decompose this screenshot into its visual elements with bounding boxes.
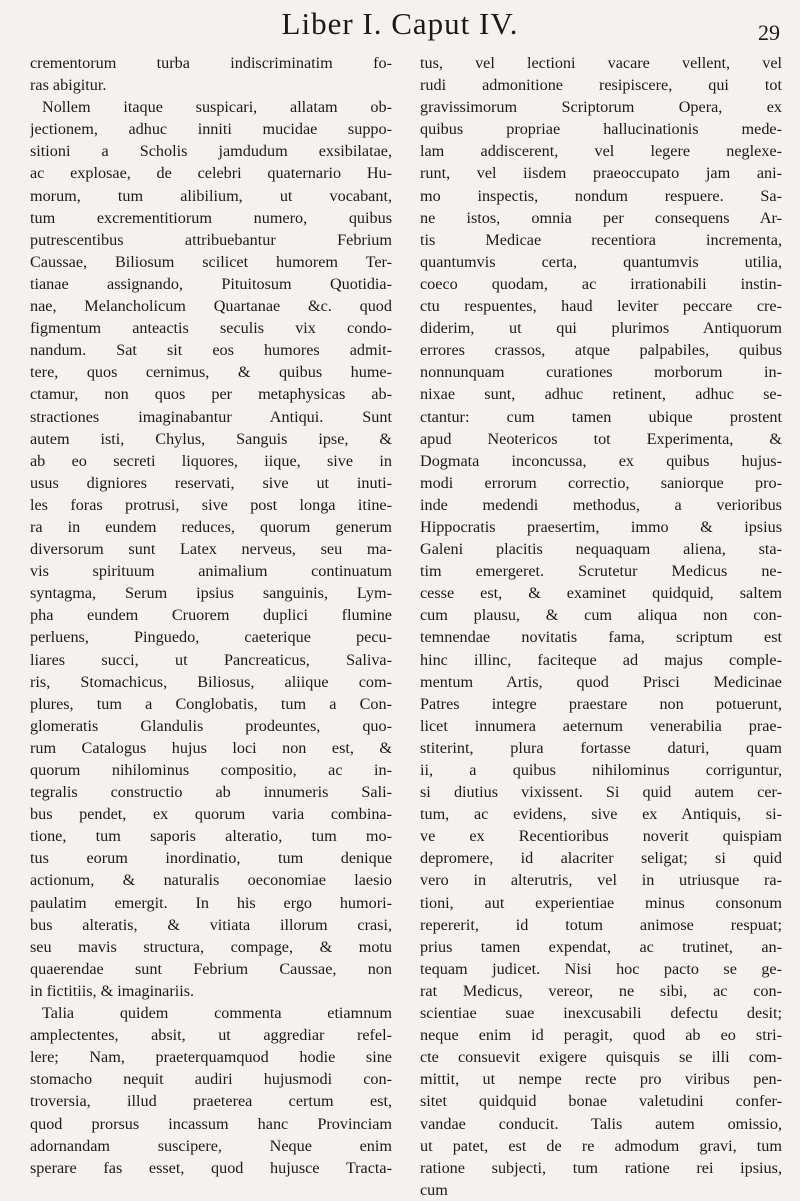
text-line: hinc illinc, faciteque ad majus comple- — [420, 650, 782, 669]
text-line: perluens, Pinguedo, caeterique pecu- — [30, 628, 392, 647]
text-line: cum — [420, 1180, 448, 1199]
text-line: scientiae suae inexcusabili defectu desit; — [420, 1004, 782, 1023]
text-line: tim emergeret. Scrutetur Medicus ne- — [420, 562, 782, 581]
text-line: ris, Stomachicus, Biliosus, aliique com- — [30, 672, 392, 691]
text-columns — [30, 52, 782, 1201]
text-line: Talia quidem commenta etiamnum — [42, 1004, 392, 1023]
text-line: diversorum sunt Latex nerveus, seu ma- — [30, 540, 392, 559]
left-column — [30, 52, 392, 1201]
text-line: tus eorum inordinatio, tum denique — [30, 849, 392, 868]
text-line: repererit, id totum animose respuat; — [420, 915, 782, 934]
text-line: stomacho nequit audiri hujusmodi con- — [30, 1070, 392, 1089]
text-line: sitet quidquid bonae valetudini confer- — [420, 1092, 782, 1111]
text-line: glomeratis Glandulis prodeuntes, quo- — [30, 716, 392, 735]
text-line: rum Catalogus hujus loci non est, & — [30, 738, 392, 757]
text-line: nandum. Sat sit eos humores admit- — [30, 341, 392, 360]
text-line: ut patet, est de re admodum gravi, tum — [420, 1136, 782, 1155]
text-line: lere; Nam, praeterquamquod hodie sine — [30, 1048, 392, 1067]
text-line: ctamur, non quos per metaphysicas ab- — [30, 385, 392, 404]
text-line: Galeni placitis nequaquam aliena, sta- — [420, 540, 782, 559]
text-line: adornandam suscipere, Neque enim — [30, 1136, 392, 1155]
text-line: putrescentibus attribuebantur Febrium — [30, 230, 392, 249]
text-line: bus pendet, ex quorum varia combina- — [30, 805, 392, 824]
text-line: diderim, ut qui plurimos Antiquorum — [420, 319, 782, 338]
text-line: crementorum turba indiscriminatim fo- — [30, 54, 392, 72]
text-line: si diutius vixissent. Si quid autem cer- — [420, 783, 782, 802]
text-line: nonnunquam curationes morborum in- — [420, 363, 782, 382]
text-line: figmentum anteactis seculis vix condo- — [30, 319, 392, 338]
text-line: vero in alterutris, vel in utriusque ra- — [420, 871, 782, 890]
text-line: troversia, illud praeterea certum est, — [30, 1092, 392, 1111]
text-line: paulatim emergit. In his ergo humori- — [30, 893, 392, 912]
text-line: tum, ac evidens, sive ex Antiquis, si- — [420, 805, 782, 824]
text-line: prius tamen expendat, ac trutinet, an- — [420, 937, 782, 956]
page-number: 29 — [758, 20, 780, 45]
text-line: pha eundem Cruorem duplici flumine — [30, 606, 392, 625]
text-line: liares succi, ut Pancreaticus, Saliva- — [30, 650, 392, 669]
text-line: ratione subjecti, tum ratione rei ipsius, — [420, 1158, 782, 1177]
text-line: quibus propriae hallucinationis mede- — [420, 120, 782, 139]
text-line: Dogmata inconcussa, ex quibus hujus- — [420, 451, 782, 470]
text-line: Caussae, Biliosum scilicet humorem Ter- — [30, 252, 392, 271]
text-line: errores crassos, atque palpabiles, quibus — [420, 341, 782, 360]
text-line: apud Neotericos tot Experimenta, & — [420, 429, 782, 448]
text-line: tis Medicae recentiora incrementa, — [420, 230, 782, 249]
text-line: nixae sunt, adhuc retinent, adhuc se- — [420, 385, 782, 404]
text-line: cte consuevit exigere quisquis se illi com- — [420, 1048, 782, 1067]
text-line: depromere, id alacriter seligat; si quid — [420, 849, 782, 868]
text-line: usus digniores reservati, sive ut inuti- — [30, 473, 392, 492]
text-line: stiterint, plura fortasse daturi, quam — [420, 738, 782, 757]
text-line: quantumvis certa, quantumvis utilia, — [420, 252, 782, 271]
text-line: stractiones imaginabantur Antiqui. Sunt — [30, 407, 392, 426]
text-line: ra in eundem reduces, quorum generum — [30, 517, 392, 536]
text-line: tione, tum saporis alteratio, tum mo- — [30, 827, 392, 846]
text-line: mentum Artis, quod Prisci Medicinae — [420, 672, 782, 691]
text-line: licet innumera aeternum venerabilia prae- — [420, 716, 782, 735]
text-line: tegralis constructio ab innumeris Sali- — [30, 783, 392, 802]
text-line: coeco quodam, ac irrationabili instin- — [420, 274, 782, 293]
text-line: syntagma, Serum ipsius sanguinis, Lym- — [30, 584, 392, 603]
text-line: mittit, ut nempe recte pro viribus pen- — [420, 1070, 782, 1089]
text-line: ctu respuentes, haud leviter peccare cre- — [420, 297, 782, 316]
text-line: temnendae novitatis fama, scriptum est — [420, 628, 782, 647]
text-line: tus, vel lectioni vacare vellent, vel — [420, 54, 782, 72]
text-line: actionum, & naturalis oeconomiae laesio — [30, 871, 392, 890]
running-head — [0, 6, 800, 50]
text-line: tioni, aut experientiae minus consonum — [420, 893, 782, 912]
text-line: ii, a quibus nihilominus corriguntur, — [420, 761, 782, 779]
text-line: rudi admonitione resipiscere, qui tot — [420, 76, 782, 95]
text-line: sitioni a Scholis jamdudum exsibilatae, — [30, 142, 392, 161]
text-line: plures, tum a Conglobatis, tum a Con- — [30, 694, 392, 713]
text-line: ac explosae, de celebri quaternario Hu- — [30, 164, 392, 183]
text-line: rat Medicus, vereor, ne sibi, ac con- — [420, 981, 782, 1000]
text-line: runt, vel iisdem praeoccupato jam ani- — [420, 164, 782, 183]
right-column — [420, 52, 782, 1201]
text-line: mo inspectis, nondum respuere. Sa- — [420, 186, 782, 205]
text-line: Patres integre praestare non potuerunt, — [420, 694, 782, 713]
text-line: quorum nihilominus compositio, ac in- — [30, 761, 392, 779]
text-line: nae, Melancholicum Quartanae &c. quod — [30, 297, 392, 316]
text-line: seu mavis structura, compage, & motu — [30, 937, 392, 956]
text-line: autem isti, Chylus, Sanguis ipse, & — [30, 429, 392, 448]
text-line: jectionem, adhuc inniti mucidae suppo- — [30, 120, 392, 139]
text-line: inde medendi methodus, a verioribus — [420, 495, 782, 514]
text-line: vis spirituum animalium continuatum — [30, 562, 392, 581]
text-line: amplectentes, absit, ut aggrediar refel- — [30, 1026, 392, 1045]
text-line: neque enim id peragit, quod ab eo stri- — [420, 1026, 782, 1045]
text-line: ne istos, omnia per consequens Ar- — [420, 208, 782, 227]
text-line: tianae assignando, Pituitosum Quotidia- — [30, 274, 392, 293]
text-line: cesse est, & examinet quidquid, saltem — [420, 584, 782, 603]
text-line: Nollem itaque suspicari, allatam ob- — [42, 98, 392, 117]
text-line: tere, quos cernimus, & quibus hume- — [30, 363, 392, 382]
running-title: Liber I. Caput IV. — [281, 6, 519, 41]
text-line: ctantur: cum tamen ubique prostent — [420, 407, 782, 426]
text-line: vandae conducit. Talis autem omissio, — [420, 1114, 782, 1133]
text-line: lam addiscerent, vel legere neglexe- — [420, 142, 782, 161]
text-line: cum plausu, & cum aliqua non con- — [420, 606, 782, 625]
text-line: ve ex Recentioribus noverit quispiam — [420, 827, 782, 846]
text-line: les foras protrusi, sive post longa itine- — [30, 495, 392, 514]
text-line: Hippocratis praesertim, immo & ipsius — [420, 517, 782, 536]
text-line: ab eo secreti liquores, iique, sive in — [30, 451, 392, 470]
text-line: quod prorsus incassum hanc Provinciam — [30, 1114, 392, 1133]
text-line: quaerendae sunt Febrium Caussae, non — [30, 959, 392, 978]
text-line: tequam judicet. Nisi hoc pacto se ge- — [420, 959, 782, 978]
text-line: modi errorum correctio, saniorque pro- — [420, 473, 782, 492]
text-line: sperare fas esset, quod hujusce Tracta- — [30, 1158, 392, 1177]
text-line: tum excrementitiorum numero, quibus — [30, 208, 392, 227]
text-line: morum, tum alibilium, ut vocabant, — [30, 186, 392, 205]
text-line: bus alteratis, & vitiata illorum crasi, — [30, 915, 392, 934]
text-line: gravissimorum Scriptorum Opera, ex — [420, 98, 782, 117]
text-line: ras abigitur. — [30, 76, 107, 95]
text-line: in fictitiis, & imaginariis. — [30, 981, 195, 1000]
